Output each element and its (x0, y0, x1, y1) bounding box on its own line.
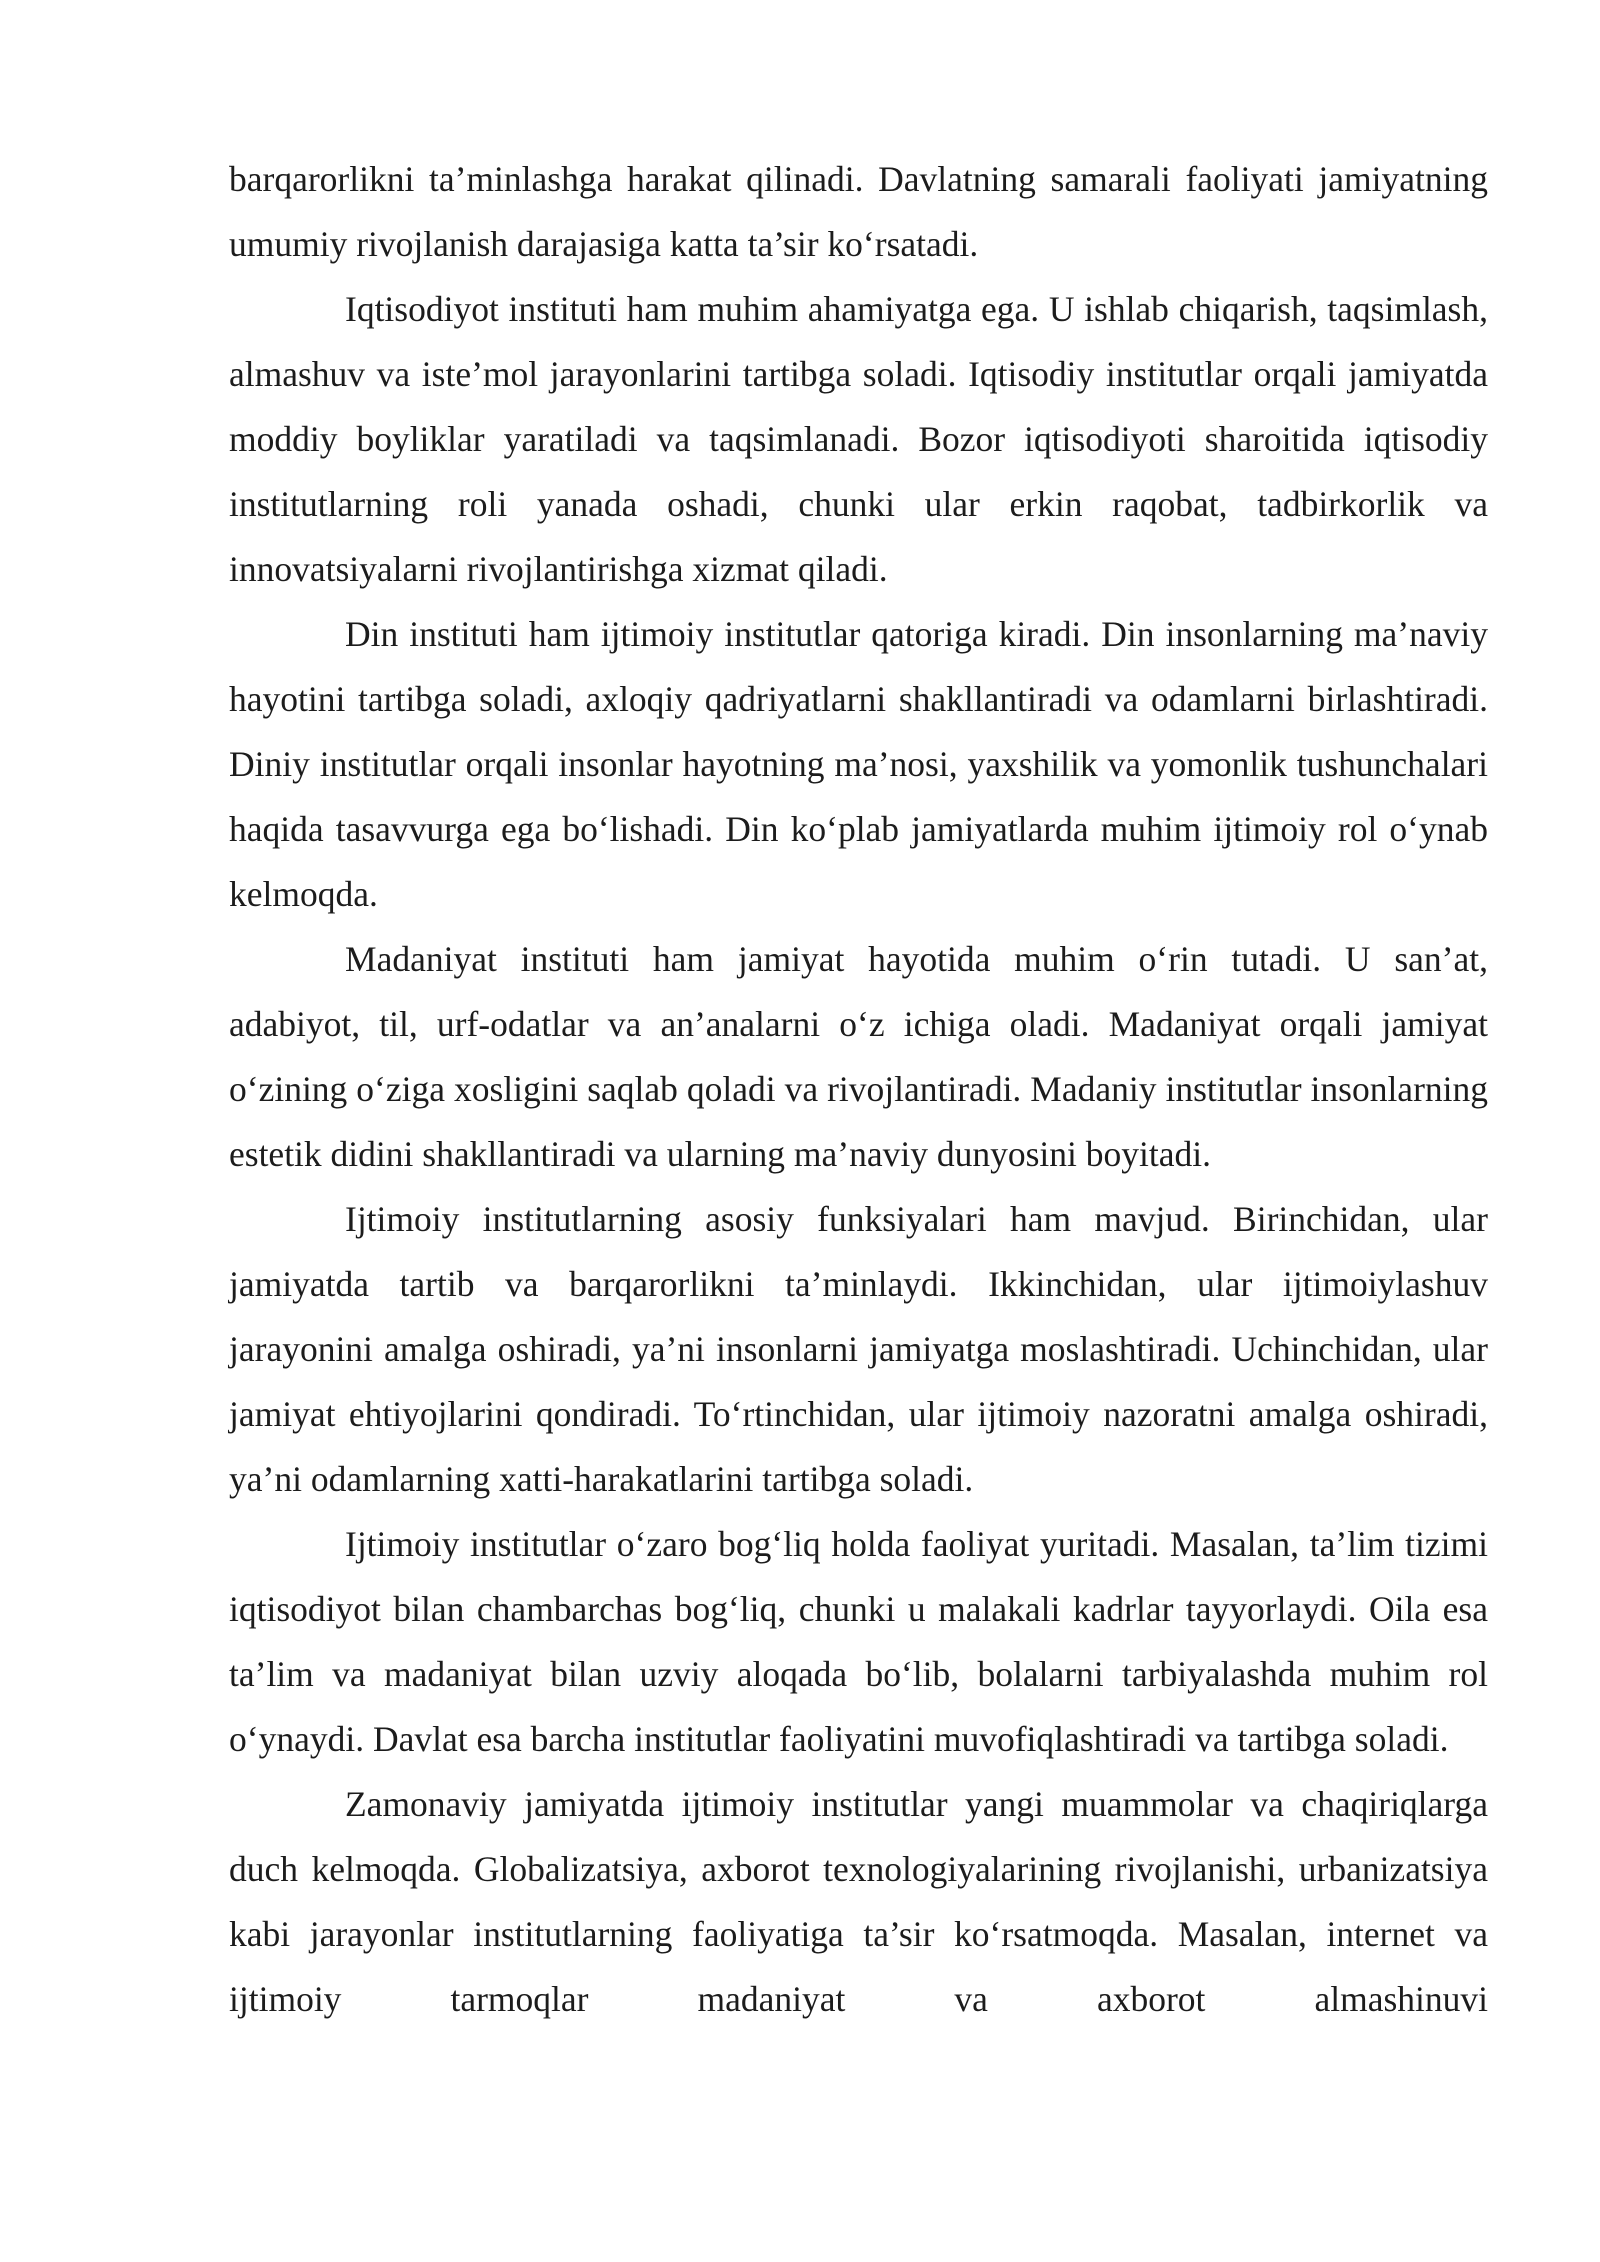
paragraph-culture-institution: Madaniyat instituti ham jamiyat hayotida muhim o‘rin tutadi. U san’at, adabiyot, til, urf-odatlar va an’analarni o‘z ichiga oladi. Madaniyat orqali jamiyat o‘zining o‘ziga xosligini saqlab qoladi va rivojlantiradi. Madaniy institutlar insonlarning estetik didini shakllantiradi va ularning ma’naviy dunyosini boyitadi. (229, 939, 1488, 1174)
paragraph-economy-institution: Iqtisodiyot instituti ham muhim ahamiyatga ega. U ishlab chiqarish, taqsimlash, almashuv va iste’mol jarayonlarini tartibga soladi. Iqtisodiy institutlar orqali jamiyatda moddiy boyliklar yaratiladi va taqsimlanadi. Bozor iqtisodiyoti sharoitida iqtisodiy institutlarning roli yanada oshadi, chunki ular erkin raqobat, tadbirkorlik va innovatsiyalarni rivojlantirishga xizmat qiladi. (229, 289, 1488, 589)
paragraph-institution-functions: Ijtimoiy institutlarning asosiy funksiyalari ham mavjud. Birinchidan, ular jamiyatda tartib va barqarorlikni ta’minlaydi. Ikkinchidan, ular ijtimoiylashuv jarayonini amalga oshiradi, ya’ni insonlarni jamiyatga moslashtiradi. Uchinchidan, ular jamiyat ehtiyojlarini qondiradi. To‘rtinchidan, ular ijtimoiy nazoratni amalga oshiradi, ya’ni odamlarning xatti-harakatlarini tartibga soladi. (229, 1199, 1488, 1499)
paragraph-religion-institution: Din instituti ham ijtimoiy institutlar qatoriga kiradi. Din insonlarning ma’naviy hayotini tartibga soladi, axloqiy qadriyatlarni shakllantiradi va odamlarni birlashtiradi. Diniy institutlar orqali insonlar hayotning ma’nosi, yaxshilik va yomonlik tushunchalari haqida tasavvurga ega bo‘lishadi. Din ko‘plab jamiyatlarda muhim ijtimoiy rol o‘ynab kelmoqda. (229, 614, 1488, 914)
body-text (229, 147, 1488, 2032)
paragraph-continued: barqarorlikni ta’minlashga harakat qilinadi. Davlatning samarali faoliyati jamiyatning umumiy rivojlanish darajasiga katta ta’sir ko‘rsatadi. (229, 159, 1488, 264)
paragraph-modern-challenges: Zamonaviy jamiyatda ijtimoiy institutlar yangi muammolar va chaqiriqlarga duch kelmoqda. Globalizatsiya, axborot texnologiyalarining rivojlanishi, urbanizatsiya kabi jarayonlar institutlarning faoliyatiga ta’sir ko‘rsatmoqda. Masalan, internet va ijtimoiy tarmoqlar madaniyat va axborot almashinuvi (229, 1784, 1488, 2019)
paragraph-institution-interrelation: Ijtimoiy institutlar o‘zaro bog‘liq holda faoliyat yuritadi. Masalan, ta’lim tizimi iqtisodiyot bilan chambarchas bog‘liq, chunki u malakali kadrlar tayyorlaydi. Oila esa ta’lim va madaniyat bilan uzviy aloqada bo‘lib, bolalarni tarbiyalashda muhim rol o‘ynaydi. Davlat esa barcha institutlar faoliyatini muvofiqlashtiradi va tartibga soladi. (229, 1524, 1488, 1759)
